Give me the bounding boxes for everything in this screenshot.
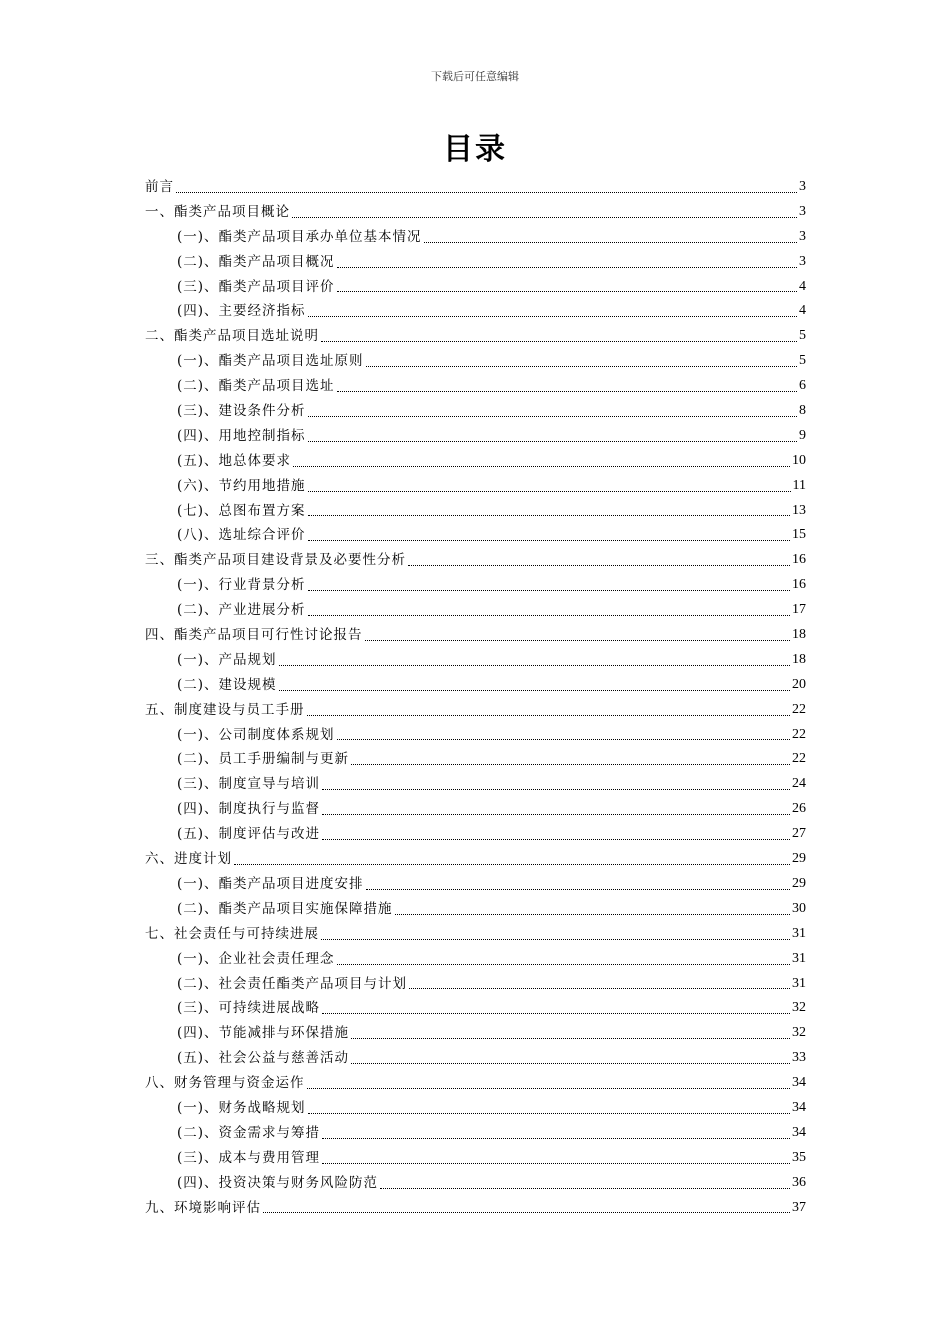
- toc-entry-page-number: 24: [792, 776, 806, 792]
- toc-entry-page-number: 35: [792, 1149, 806, 1165]
- toc-entry-page-number: 10: [792, 452, 806, 468]
- toc-subsection-entry[interactable]: [145, 1171, 806, 1196]
- toc-entry-label: (一)、酯类产品项目进度安排: [177, 875, 364, 892]
- toc-subsection-entry[interactable]: [145, 797, 806, 822]
- toc-entry-page-number: 16: [792, 552, 806, 568]
- toc-subsection-entry[interactable]: [145, 1021, 806, 1046]
- toc-subsection-entry[interactable]: [145, 772, 806, 797]
- toc-dot-leader: [322, 788, 790, 790]
- toc-entry-page-number: 32: [792, 1000, 806, 1016]
- toc-entry-page-number: 34: [792, 1075, 806, 1091]
- toc-entry-label: 二、酯类产品项目选址说明: [145, 328, 319, 345]
- toc-subsection-entry[interactable]: [145, 523, 806, 548]
- toc-entry-page-number: 27: [792, 826, 806, 842]
- toc-entry-label: 八、财务管理与资金运作: [145, 1075, 305, 1092]
- toc-section-entry[interactable]: [145, 175, 806, 200]
- toc-section-entry[interactable]: [145, 922, 806, 947]
- toc-dot-leader: [337, 390, 797, 392]
- toc-entry-page-number: 29: [792, 875, 806, 891]
- toc-dot-leader: [337, 963, 790, 965]
- toc-dot-leader: [307, 714, 791, 716]
- toc-subsection-entry[interactable]: [145, 250, 806, 275]
- toc-subsection-entry[interactable]: [145, 598, 806, 623]
- toc-entry-label: (一)、酯类产品项目选址原则: [177, 353, 364, 370]
- toc-entry-page-number: 5: [799, 328, 806, 344]
- toc-dot-leader: [351, 1062, 790, 1064]
- toc-entry-label: (七)、总图布置方案: [177, 502, 306, 519]
- toc-dot-leader: [308, 614, 790, 616]
- toc-section-entry[interactable]: [145, 1071, 806, 1096]
- toc-entry-page-number: 3: [799, 203, 806, 219]
- toc-subsection-entry[interactable]: [145, 399, 806, 424]
- toc-entry-label: (三)、可持续进展战略: [177, 1000, 321, 1017]
- toc-subsection-entry[interactable]: [145, 573, 806, 598]
- toc-section-entry[interactable]: [145, 200, 806, 225]
- toc-entry-label: 九、环境影响评估: [145, 1199, 261, 1216]
- table-of-contents: [145, 175, 806, 1220]
- toc-entry-label: 前言: [145, 179, 174, 195]
- toc-entry-page-number: 13: [792, 502, 806, 518]
- toc-subsection-entry[interactable]: [145, 972, 806, 997]
- toc-dot-leader: [308, 315, 797, 317]
- toc-dot-leader: [234, 863, 790, 865]
- toc-entry-label: (三)、酯类产品项目评价: [177, 278, 335, 295]
- toc-entry-label: (四)、节能减排与环保措施: [177, 1025, 350, 1042]
- toc-entry-label: 三、酯类产品项目建设背景及必要性分析: [145, 552, 406, 569]
- toc-entry-page-number: 9: [799, 427, 806, 443]
- toc-entry-page-number: 16: [792, 577, 806, 593]
- toc-entry-page-number: 31: [792, 925, 806, 941]
- toc-entry-page-number: 29: [792, 851, 806, 867]
- toc-dot-leader: [307, 1087, 791, 1089]
- toc-dot-leader: [424, 241, 797, 243]
- toc-subsection-entry[interactable]: [145, 673, 806, 698]
- toc-section-entry[interactable]: [145, 847, 806, 872]
- page-header: 下载后可任意编辑: [431, 70, 519, 83]
- toc-dot-leader: [351, 1037, 790, 1039]
- toc-entry-label: (一)、酯类产品项目承办单位基本情况: [177, 228, 422, 245]
- toc-dot-leader: [322, 838, 790, 840]
- toc-dot-leader: [322, 1012, 790, 1014]
- toc-subsection-entry[interactable]: [145, 275, 806, 300]
- toc-subsection-entry[interactable]: [145, 1121, 806, 1146]
- toc-entry-label: (二)、建设规模: [177, 676, 277, 693]
- toc-entry-label: (一)、企业社会责任理念: [177, 950, 335, 967]
- toc-entry-label: (一)、产品规划: [177, 651, 277, 668]
- toc-subsection-entry[interactable]: [145, 349, 806, 374]
- toc-section-entry[interactable]: [145, 324, 806, 349]
- toc-entry-label: (五)、地总体要求: [177, 452, 292, 469]
- toc-entry-page-number: 22: [792, 701, 806, 717]
- toc-dot-leader: [308, 539, 790, 541]
- toc-entry-page-number: 18: [792, 651, 806, 667]
- toc-entry-page-number: 33: [792, 1050, 806, 1066]
- toc-section-entry[interactable]: [145, 1196, 806, 1221]
- toc-entry-page-number: 32: [792, 1025, 806, 1041]
- toc-entry-page-number: 3: [799, 228, 806, 244]
- toc-subsection-entry[interactable]: [145, 872, 806, 897]
- toc-entry-page-number: 6: [799, 378, 806, 394]
- toc-entry-label: (二)、酯类产品项目选址: [177, 378, 335, 395]
- toc-entry-label: (四)、用地控制指标: [177, 427, 306, 444]
- toc-entry-label: (八)、选址综合评价: [177, 527, 306, 544]
- toc-entry-page-number: 11: [792, 477, 806, 493]
- toc-dot-leader: [409, 987, 790, 989]
- toc-entry-label: 五、制度建设与员工手册: [145, 701, 305, 718]
- toc-entry-page-number: 26: [792, 801, 806, 817]
- toc-dot-leader: [263, 1211, 790, 1213]
- toc-dot-leader: [308, 415, 797, 417]
- toc-dot-leader: [322, 1162, 790, 1164]
- toc-subsection-entry[interactable]: [145, 299, 806, 324]
- toc-entry-label: (六)、节约用地措施: [177, 477, 306, 494]
- toc-dot-leader: [308, 440, 797, 442]
- toc-subsection-entry[interactable]: [145, 648, 806, 673]
- toc-entry-label: (二)、员工手册编制与更新: [177, 751, 350, 768]
- toc-dot-leader: [321, 340, 797, 342]
- toc-subsection-entry[interactable]: [145, 374, 806, 399]
- toc-dot-leader: [366, 365, 797, 367]
- toc-entry-label: (四)、制度执行与监督: [177, 801, 321, 818]
- toc-entry-label: (一)、财务战略规划: [177, 1099, 306, 1116]
- toc-dot-leader: [292, 216, 797, 218]
- toc-title: 目录: [443, 132, 507, 167]
- toc-dot-leader: [279, 664, 790, 666]
- toc-dot-leader: [322, 1137, 790, 1139]
- toc-dot-leader: [308, 490, 791, 492]
- toc-dot-leader: [321, 938, 790, 940]
- toc-entry-page-number: 31: [792, 950, 806, 966]
- toc-dot-leader: [366, 888, 790, 890]
- toc-dot-leader: [308, 1112, 790, 1114]
- toc-dot-leader: [279, 689, 790, 691]
- toc-entry-page-number: 5: [799, 353, 806, 369]
- toc-dot-leader: [337, 266, 797, 268]
- toc-entry-page-number: 4: [799, 278, 806, 294]
- toc-section-entry[interactable]: [145, 698, 806, 723]
- toc-entry-label: 一、酯类产品项目概论: [145, 203, 290, 220]
- toc-entry-page-number: 20: [792, 676, 806, 692]
- toc-entry-label: 七、社会责任与可持续进展: [145, 925, 319, 942]
- toc-section-entry[interactable]: [145, 623, 806, 648]
- toc-entry-label: (一)、行业背景分析: [177, 577, 306, 594]
- toc-entry-page-number: 3: [799, 253, 806, 269]
- toc-entry-label: 六、进度计划: [145, 851, 232, 868]
- toc-entry-label: (五)、制度评估与改进: [177, 826, 321, 843]
- toc-dot-leader: [351, 763, 790, 765]
- toc-entry-page-number: 22: [792, 726, 806, 742]
- toc-dot-leader: [408, 564, 790, 566]
- toc-dot-leader: [322, 813, 790, 815]
- toc-dot-leader: [365, 639, 791, 641]
- toc-entry-page-number: 31: [792, 975, 806, 991]
- toc-entry-page-number: 36: [792, 1174, 806, 1190]
- toc-entry-page-number: 3: [799, 179, 806, 194]
- toc-entry-page-number: 17: [792, 602, 806, 618]
- toc-subsection-entry[interactable]: [145, 723, 806, 748]
- toc-entry-label: (四)、主要经济指标: [177, 303, 306, 320]
- toc-subsection-entry[interactable]: [145, 499, 806, 524]
- toc-subsection-entry[interactable]: [145, 822, 806, 847]
- toc-entry-page-number: 34: [792, 1099, 806, 1115]
- toc-entry-label: (二)、资金需求与筹措: [177, 1124, 321, 1141]
- toc-entry-page-number: 18: [792, 627, 806, 643]
- toc-dot-leader: [308, 514, 790, 516]
- toc-entry-page-number: 30: [792, 900, 806, 916]
- toc-subsection-entry[interactable]: [145, 424, 806, 449]
- toc-entry-page-number: 22: [792, 751, 806, 767]
- toc-entry-page-number: 8: [799, 403, 806, 419]
- toc-entry-label: (二)、酯类产品项目概况: [177, 253, 335, 270]
- toc-entry-page-number: 4: [799, 303, 806, 319]
- toc-entry-label: (三)、制度宣导与培训: [177, 776, 321, 793]
- toc-entry-label: (三)、建设条件分析: [177, 403, 306, 420]
- toc-subsection-entry[interactable]: [145, 747, 806, 772]
- toc-entry-label: (二)、产业进展分析: [177, 602, 306, 619]
- toc-entry-page-number: 34: [792, 1124, 806, 1140]
- toc-subsection-entry[interactable]: [145, 1046, 806, 1071]
- toc-entry-label: (二)、酯类产品项目实施保障措施: [177, 900, 393, 917]
- toc-dot-leader: [308, 589, 790, 591]
- toc-subsection-entry[interactable]: [145, 474, 806, 499]
- toc-section-entry[interactable]: [145, 548, 806, 573]
- toc-entry-label: (二)、社会责任酯类产品项目与计划: [177, 975, 408, 992]
- toc-subsection-entry[interactable]: [145, 225, 806, 250]
- toc-entry-label: (五)、社会公益与慈善活动: [177, 1050, 350, 1067]
- toc-dot-leader: [337, 290, 797, 292]
- toc-dot-leader: [380, 1187, 790, 1189]
- toc-entry-label: (一)、公司制度体系规划: [177, 726, 335, 743]
- toc-subsection-entry[interactable]: [145, 449, 806, 474]
- toc-subsection-entry[interactable]: [145, 897, 806, 922]
- toc-dot-leader: [395, 913, 790, 915]
- toc-dot-leader: [176, 191, 797, 193]
- toc-entry-label: 四、酯类产品项目可行性讨论报告: [145, 627, 363, 644]
- toc-entry-label: (三)、成本与费用管理: [177, 1149, 321, 1166]
- toc-subsection-entry[interactable]: [145, 947, 806, 972]
- toc-dot-leader: [337, 738, 790, 740]
- toc-entry-page-number: 37: [792, 1199, 806, 1215]
- toc-subsection-entry[interactable]: [145, 1096, 806, 1121]
- toc-dot-leader: [293, 465, 790, 467]
- toc-subsection-entry[interactable]: [145, 1146, 806, 1171]
- toc-subsection-entry[interactable]: [145, 996, 806, 1021]
- toc-entry-label: (四)、投资决策与财务风险防范: [177, 1174, 379, 1191]
- toc-entry-page-number: 15: [792, 527, 806, 543]
